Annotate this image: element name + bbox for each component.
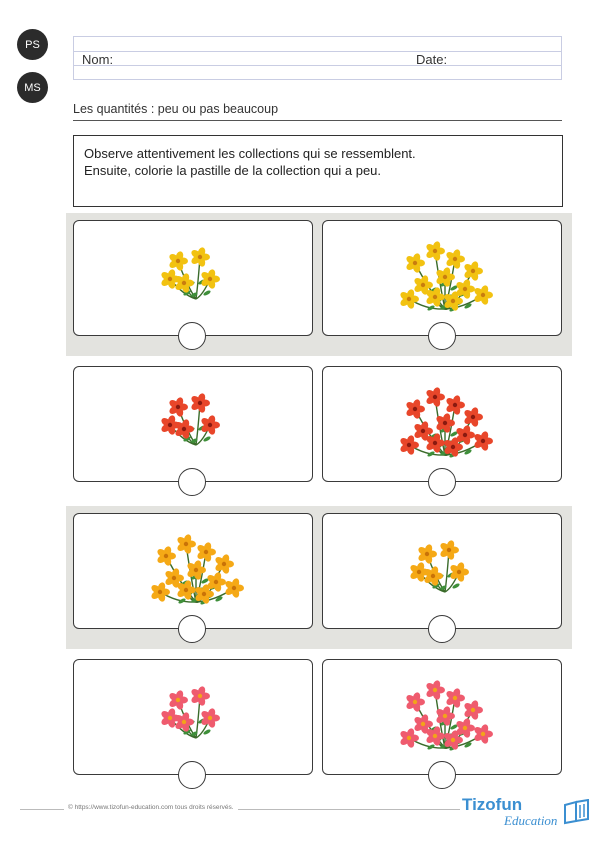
flower-icon bbox=[168, 396, 188, 417]
flower-bouquet-few bbox=[74, 367, 314, 483]
flower-icon bbox=[200, 707, 220, 728]
logo-text-tizofun: Tizofun bbox=[462, 795, 523, 814]
collection-card-row1-left bbox=[73, 220, 313, 336]
logo-text-education: Education bbox=[504, 813, 558, 828]
flower-icon bbox=[445, 394, 465, 415]
flower-icon bbox=[214, 553, 234, 574]
flower-icon bbox=[156, 545, 176, 566]
answer-dot-row2-left[interactable] bbox=[178, 468, 206, 496]
flower-icon bbox=[176, 533, 196, 554]
flower-icon bbox=[190, 392, 210, 413]
flower-icon bbox=[200, 268, 220, 289]
header-guideline bbox=[74, 51, 561, 52]
collection-card-row2-left bbox=[73, 366, 313, 482]
flower-icon bbox=[190, 246, 210, 267]
collection-card-row4-right bbox=[322, 659, 562, 775]
flower-icon bbox=[463, 699, 483, 720]
page-title: Les quantités : peu ou pas beaucoup bbox=[73, 102, 279, 116]
flower-icon bbox=[449, 561, 469, 582]
title-underline bbox=[73, 120, 562, 121]
flower-icon bbox=[425, 240, 445, 261]
collection-card-row1-right bbox=[322, 220, 562, 336]
flower-icon bbox=[224, 577, 244, 598]
answer-dot-row3-right[interactable] bbox=[428, 615, 456, 643]
flower-icon bbox=[473, 430, 493, 451]
answer-dot-row4-left[interactable] bbox=[178, 761, 206, 789]
flower-icon bbox=[439, 539, 459, 560]
flower-icon bbox=[200, 414, 220, 435]
name-date-box bbox=[73, 36, 562, 80]
instruction-line-2: Ensuite, colorie la pastille de la collection qui a peu. bbox=[84, 163, 382, 178]
flower-icon bbox=[473, 284, 493, 305]
flower-icon bbox=[425, 386, 445, 407]
flower-icon bbox=[445, 248, 465, 269]
flower-bouquet-few bbox=[74, 221, 314, 337]
answer-dot-row2-right[interactable] bbox=[428, 468, 456, 496]
date-label: Date: bbox=[416, 52, 448, 67]
flower-icon bbox=[196, 541, 216, 562]
flower-icon bbox=[190, 685, 210, 706]
flower-icon bbox=[405, 398, 425, 419]
copyright-text: © https://www.tizofun-education.com tous droits réservés. bbox=[64, 804, 238, 811]
flower-icon bbox=[405, 691, 425, 712]
flower-icon bbox=[463, 406, 483, 427]
answer-dot-row1-left[interactable] bbox=[178, 322, 206, 350]
flower-bouquet-many bbox=[323, 221, 563, 337]
level-badge-ms: MS bbox=[17, 72, 48, 103]
book-icon bbox=[562, 799, 592, 825]
collection-card-row4-left bbox=[73, 659, 313, 775]
header-guideline bbox=[74, 65, 561, 66]
flower-icon bbox=[405, 252, 425, 273]
flower-icon bbox=[445, 687, 465, 708]
flower-bouquet-many bbox=[74, 514, 314, 630]
flower-bouquet-few bbox=[74, 660, 314, 776]
flower-bouquet-many bbox=[323, 367, 563, 483]
collection-card-row2-right bbox=[322, 366, 562, 482]
collection-card-row3-left bbox=[73, 513, 313, 629]
flower-bouquet-few bbox=[323, 514, 563, 630]
answer-dot-row3-left[interactable] bbox=[178, 615, 206, 643]
answer-dot-row4-right[interactable] bbox=[428, 761, 456, 789]
instruction-line-1: Observe attentivement les collections qui se ressemblent. bbox=[84, 146, 416, 161]
answer-dot-row1-right[interactable] bbox=[428, 322, 456, 350]
instructions-box bbox=[73, 135, 563, 207]
flower-icon bbox=[168, 689, 188, 710]
flower-bouquet-many bbox=[323, 660, 563, 776]
flower-icon bbox=[473, 723, 493, 744]
name-label: Nom: bbox=[82, 52, 114, 67]
flower-icon bbox=[425, 679, 445, 700]
flower-icon bbox=[463, 260, 483, 281]
flower-icon bbox=[168, 250, 188, 271]
collection-card-row3-right bbox=[322, 513, 562, 629]
tizofun-logo[interactable] bbox=[462, 795, 592, 835]
flower-icon bbox=[417, 543, 437, 564]
level-badge-ps: PS bbox=[17, 29, 48, 60]
